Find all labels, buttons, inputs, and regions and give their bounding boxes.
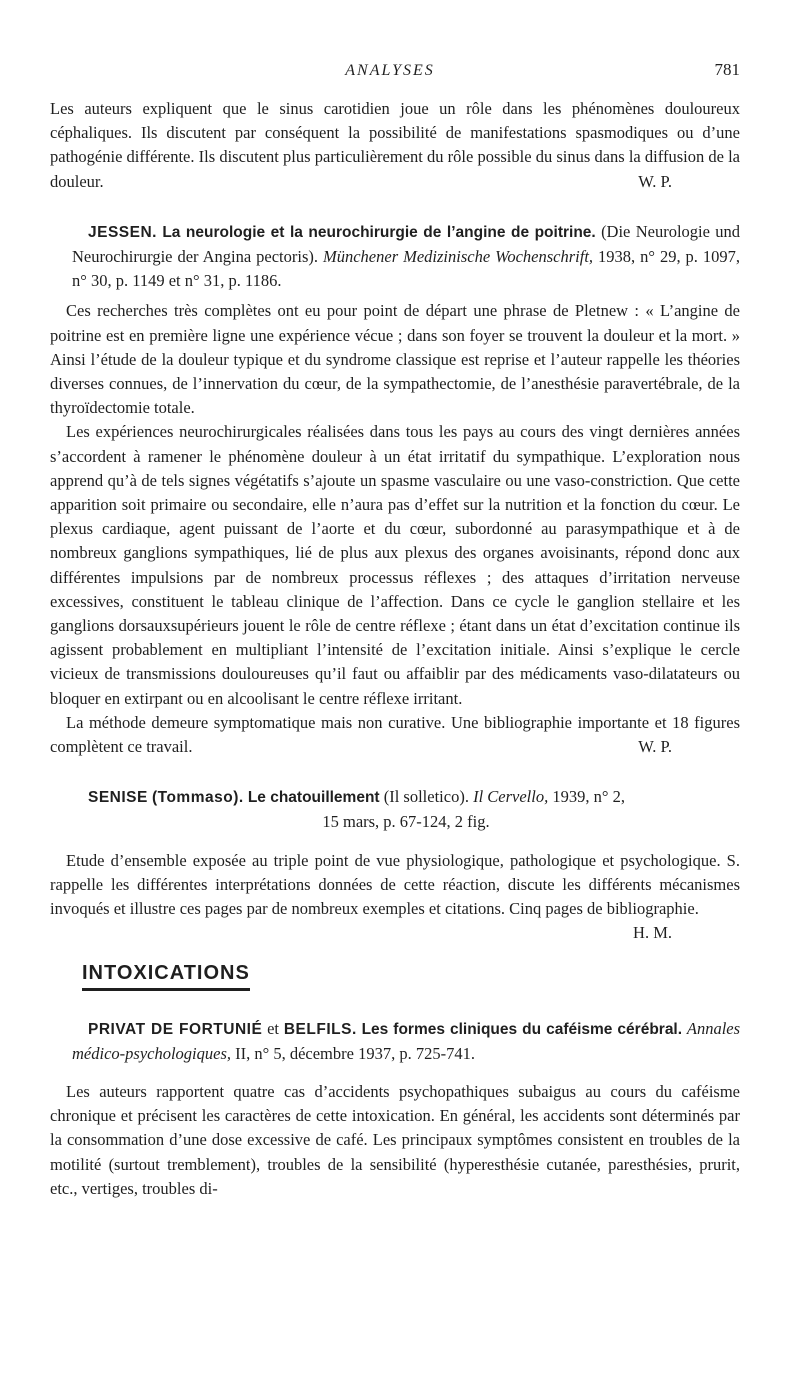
entry-author: PRIVAT DE FORTUNIÉ [88, 1020, 263, 1038]
page-number: 781 [714, 60, 740, 79]
entry-paragraph: Les expériences neurochirurgicales réalisées dans tous les pays au cours des vingt dernières années s’accordent à ramener le phénomène douleur à un état irritatif du sympathique. L’exploration nous apprend qu’à de tels signes végétatifs s’ajoute un spasme vasculaire ou une vaso-constriction. Que cette apparition soit primaire ou secondaire, elle n’aura pas d’effet sur la nutrition et la fonction du cœur. Le plexus cardiaque, agent puissant de l’aorte et du cœur, subordonné au parasympathique et à de nombreux ganglions sympathiques, lié de plus aux plexus des organes avoisinants, répond donc aux différentes impulsions par de nombreux processus réflexes ; des attaques d’irritation nerveuse excessives, constituent le tableau clinique de l’affection. Dans ce cycle le ganglion stellaire et les ganglions dorsauxsupérieurs jouent le rôle de centre réflexe ; étant dans un état d’excitation continue ils agissent probablement en multipliant l’intensité de l’excitation initiale. Ainsi s’explique le cercle vicieux de transmissions douloureuses qu’il faut ou affaiblir par des médicaments vaso-dilatateurs ou bloquer en extirpant ou en alcoolisant le centre réflexe irritant. [50, 422, 740, 708]
entry-author-conjunction: et [267, 1018, 280, 1038]
entry-author: JESSEN. [88, 223, 157, 241]
review-entry-senise [50, 785, 740, 943]
entry-title: Le chatouillement [247, 789, 380, 807]
entry-author-first: (Tommaso). [151, 789, 244, 807]
entry-paragraph: Les auteurs rapportent quatre cas d’accidents psychopathiques subaigus au cours du caféisme chronique et précisent les caractères de cette intoxication. En général, les accidents sont déterminés par la consommation d’une dose excessive de café. Les principaux symptômes consistent en troubles de la motilité (surtout tremblement), troubles de la sensibilité (hyperesthésie cutanée, paresthésies, prurit, etc., vertiges, troubles di- [50, 1081, 740, 1198]
entry-paragraph: Ces recherches très complètes ont eu pour point de départ une phrase de Pletnew : « L’angine de poitrine est en première ligne une expérience vécue ; dans son foyer se trouvent la douleur et la mort. » Ainsi l’étude de la douleur typique et du syndrome classique est reprise et l’auteur rappelle les théories diverses connues, de l’innervation du cœur, de la sympathectomie, de l’anesthésie paravertébrale, de la thyroïdectomie totale. [50, 301, 740, 418]
entry-reference-line2: 15 mars, p. 67-124, 2 fig. [322, 812, 490, 832]
entry-paragraph-text: Etude d’ensemble exposée au triple point de vue physiologique, pathologique et psychologique. S. rappelle les différentes interprétations données de cette réaction, discute les différents mécanismes invoqués et illustre ces pages par de nombreux exemples et citations. Cinq pages de bibliographie. [50, 850, 740, 919]
entry-author-second: BELFILS. [283, 1020, 357, 1038]
entry-journal: Annales médico-psychologiques, [72, 1018, 741, 1063]
entry-paragraph [50, 849, 740, 943]
entry-header [50, 785, 740, 834]
entry-header [50, 1017, 740, 1066]
section-heading: INTOXICATIONS [82, 961, 250, 990]
entry-author: SENISE [88, 789, 148, 807]
entry-title: Les formes cliniques du caféisme cérébral. [361, 1020, 683, 1038]
entry-signature: W. P. [638, 737, 672, 757]
intro-paragraph [50, 97, 740, 194]
running-title: ANALYSES [345, 62, 435, 79]
entry-reference: (Il solletico). [383, 787, 469, 807]
entry-header [50, 220, 740, 294]
entry-paragraph-text: La méthode demeure symptomatique mais non curative. Une bibliographie importante et 18 figures complètent ce travail. [50, 712, 740, 757]
review-entry-privat [50, 1017, 740, 1201]
intro-text: Les auteurs expliquent que le sinus carotidien joue un rôle dans les phénomènes douloureux céphaliques. Ils discutent par conséquent la possibilité de manifestations spasmodiques ou d’une pathogénie différente. Ils discutent plus particulièrement du rôle possible du sinus dans la diffusion de la douleur. [50, 99, 740, 191]
entry-journal: Il Cervello, [473, 787, 549, 807]
entry-reference-tail: II, n° 5, décembre 1937, p. 725-741. [235, 1043, 475, 1063]
entry-journal: Münchener Medizinische Wochenschrift, [322, 247, 594, 267]
entry-paragraph [50, 711, 740, 759]
entry-signature: H. M. [633, 923, 672, 943]
running-head [0, 60, 800, 86]
entry-reference-tail: 1938, n° 29, p. 1097, n° 30, p. 1149 et n° 31, p. 1186. [72, 247, 741, 291]
intro-signature: W. P. [638, 171, 672, 191]
review-entry-jessen [50, 220, 740, 759]
entry-title: La neurologie et la neurochirurgie de l’angine de poitrine. [162, 223, 596, 241]
entry-reference: (Die Neurologie und Neurochirurgie der Angina pectoris). [72, 221, 741, 267]
entry-reference-tail: 1939, n° 2, [552, 787, 625, 807]
page-content [50, 97, 740, 1201]
